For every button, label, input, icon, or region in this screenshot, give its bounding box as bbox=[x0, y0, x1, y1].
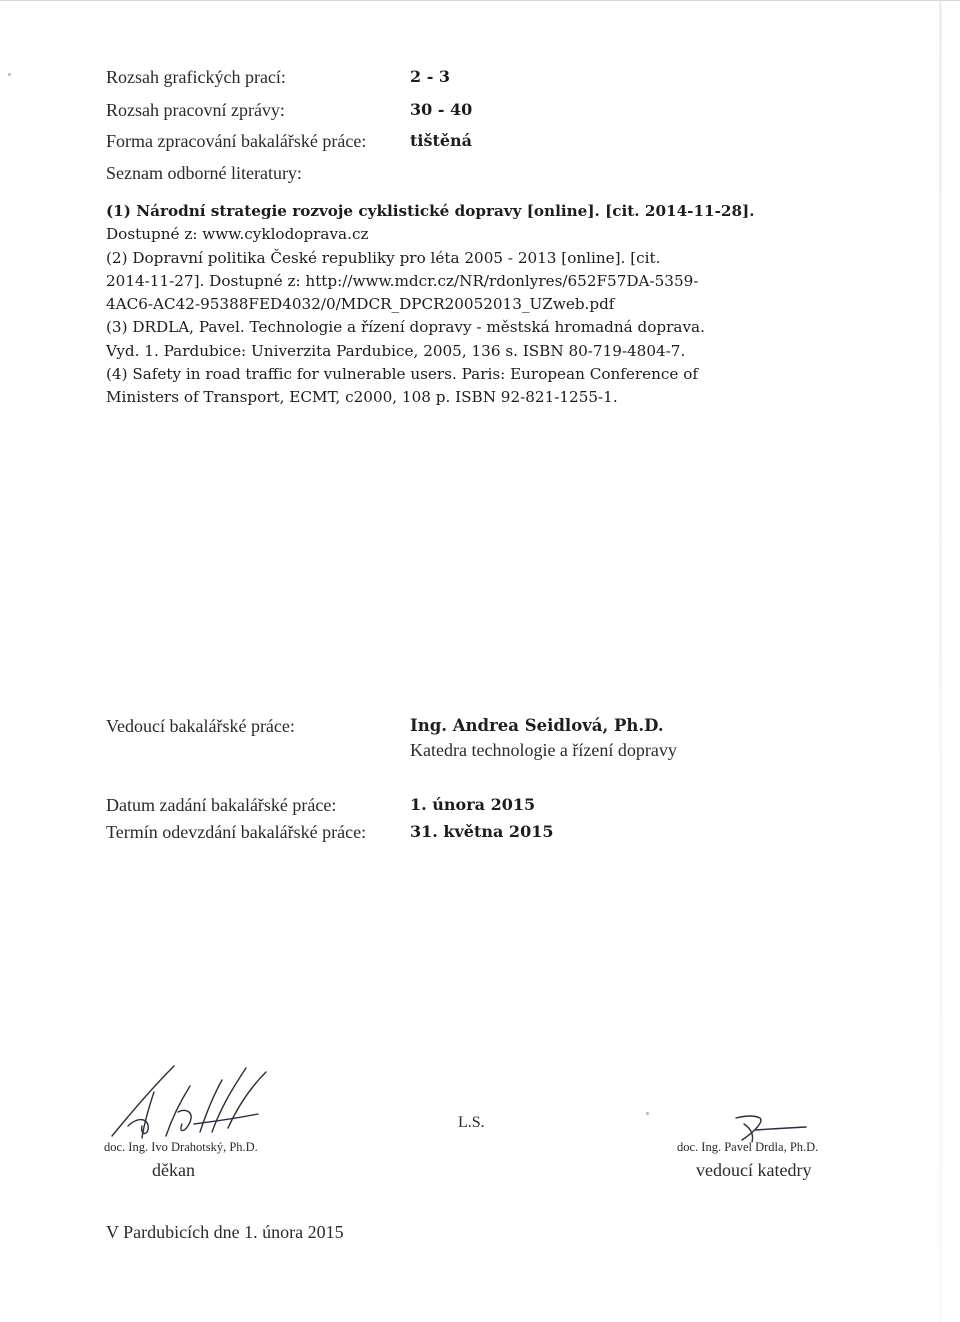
thesis-form-label: Forma zpracování bakalářské práce: bbox=[106, 131, 367, 151]
reference-line: (3) DRDLA, Pavel. Technologie a řízení dopravy - městská hromadná doprava. bbox=[106, 318, 705, 337]
assignment-date-value: 1. února 2015 bbox=[410, 795, 536, 814]
reference-item-3 bbox=[106, 316, 846, 363]
reference-line: (4) Safety in road traffic for vulnerable users. Paris: European Conference of bbox=[106, 365, 698, 384]
assignment-date-label: Datum zadání bakalářské práce: bbox=[106, 795, 337, 815]
reference-list bbox=[106, 200, 846, 410]
stamp-placeholder: L.S. bbox=[458, 1114, 485, 1131]
literature-list-label: Seznam odborné literatury: bbox=[106, 163, 302, 183]
supervisor-name: Ing. Andrea Seidlová, Ph.D. bbox=[410, 716, 664, 735]
department-head-name: doc. Ing. Pavel Drdla, Ph.D. bbox=[677, 1140, 819, 1154]
graphics-scope-label: Rozsah grafických prací: bbox=[106, 67, 286, 87]
report-scope-label: Rozsah pracovní zprávy: bbox=[106, 100, 285, 120]
submission-deadline-label: Termín odevzdání bakalářské práce: bbox=[106, 822, 367, 842]
dean-role: děkan bbox=[152, 1160, 195, 1180]
reference-line: Dostupné z: www.cyklodoprava.cz bbox=[106, 225, 369, 244]
scan-speck bbox=[646, 1112, 649, 1115]
reference-line: 2014-11-27]. Dostupné z: http://www.mdcr.cz/NR/rdonlyres/652F57DA-5359- bbox=[106, 271, 699, 290]
submission-deadline-value: 31. května 2015 bbox=[410, 822, 554, 841]
thesis-form-value: tištěná bbox=[410, 131, 473, 150]
reference-line: Ministers of Transport, ECMT, c2000, 108 p. ISBN 92-821-1255-1. bbox=[106, 388, 618, 407]
reference-item-4 bbox=[106, 363, 846, 410]
graphics-scope-value: 2 - 3 bbox=[410, 67, 451, 86]
reference-item-2 bbox=[106, 247, 846, 317]
dean-name: doc. Ing. Ivo Drahotský, Ph.D. bbox=[104, 1140, 258, 1154]
report-scope-value: 30 - 40 bbox=[410, 100, 473, 119]
reference-item-1 bbox=[106, 200, 846, 247]
dean-signature-image bbox=[108, 1062, 278, 1142]
scan-speck bbox=[8, 73, 11, 76]
place-and-date: V Pardubicích dne 1. února 2015 bbox=[106, 1222, 344, 1242]
department-head-role: vedoucí katedry bbox=[696, 1160, 812, 1180]
supervisor-department: Katedra technologie a řízení dopravy bbox=[410, 740, 677, 760]
reference-line: 4AC6-AC42-95388FED4032/0/MDCR_DPCR20052013_UZweb.pdf bbox=[106, 295, 615, 314]
reference-line: (1) Národní strategie rozvoje cyklistické dopravy [online]. [cit. 2014-11-28]. bbox=[106, 202, 755, 220]
supervisor-label: Vedoucí bakalářské práce: bbox=[106, 716, 295, 736]
reference-line: Vyd. 1. Pardubice: Univerzita Pardubice, 2005, 136 s. ISBN 80-719-4804-7. bbox=[106, 341, 686, 360]
reference-line: (2) Dopravní politika České republiky pro léta 2005 - 2013 [online]. [cit. bbox=[106, 248, 661, 267]
